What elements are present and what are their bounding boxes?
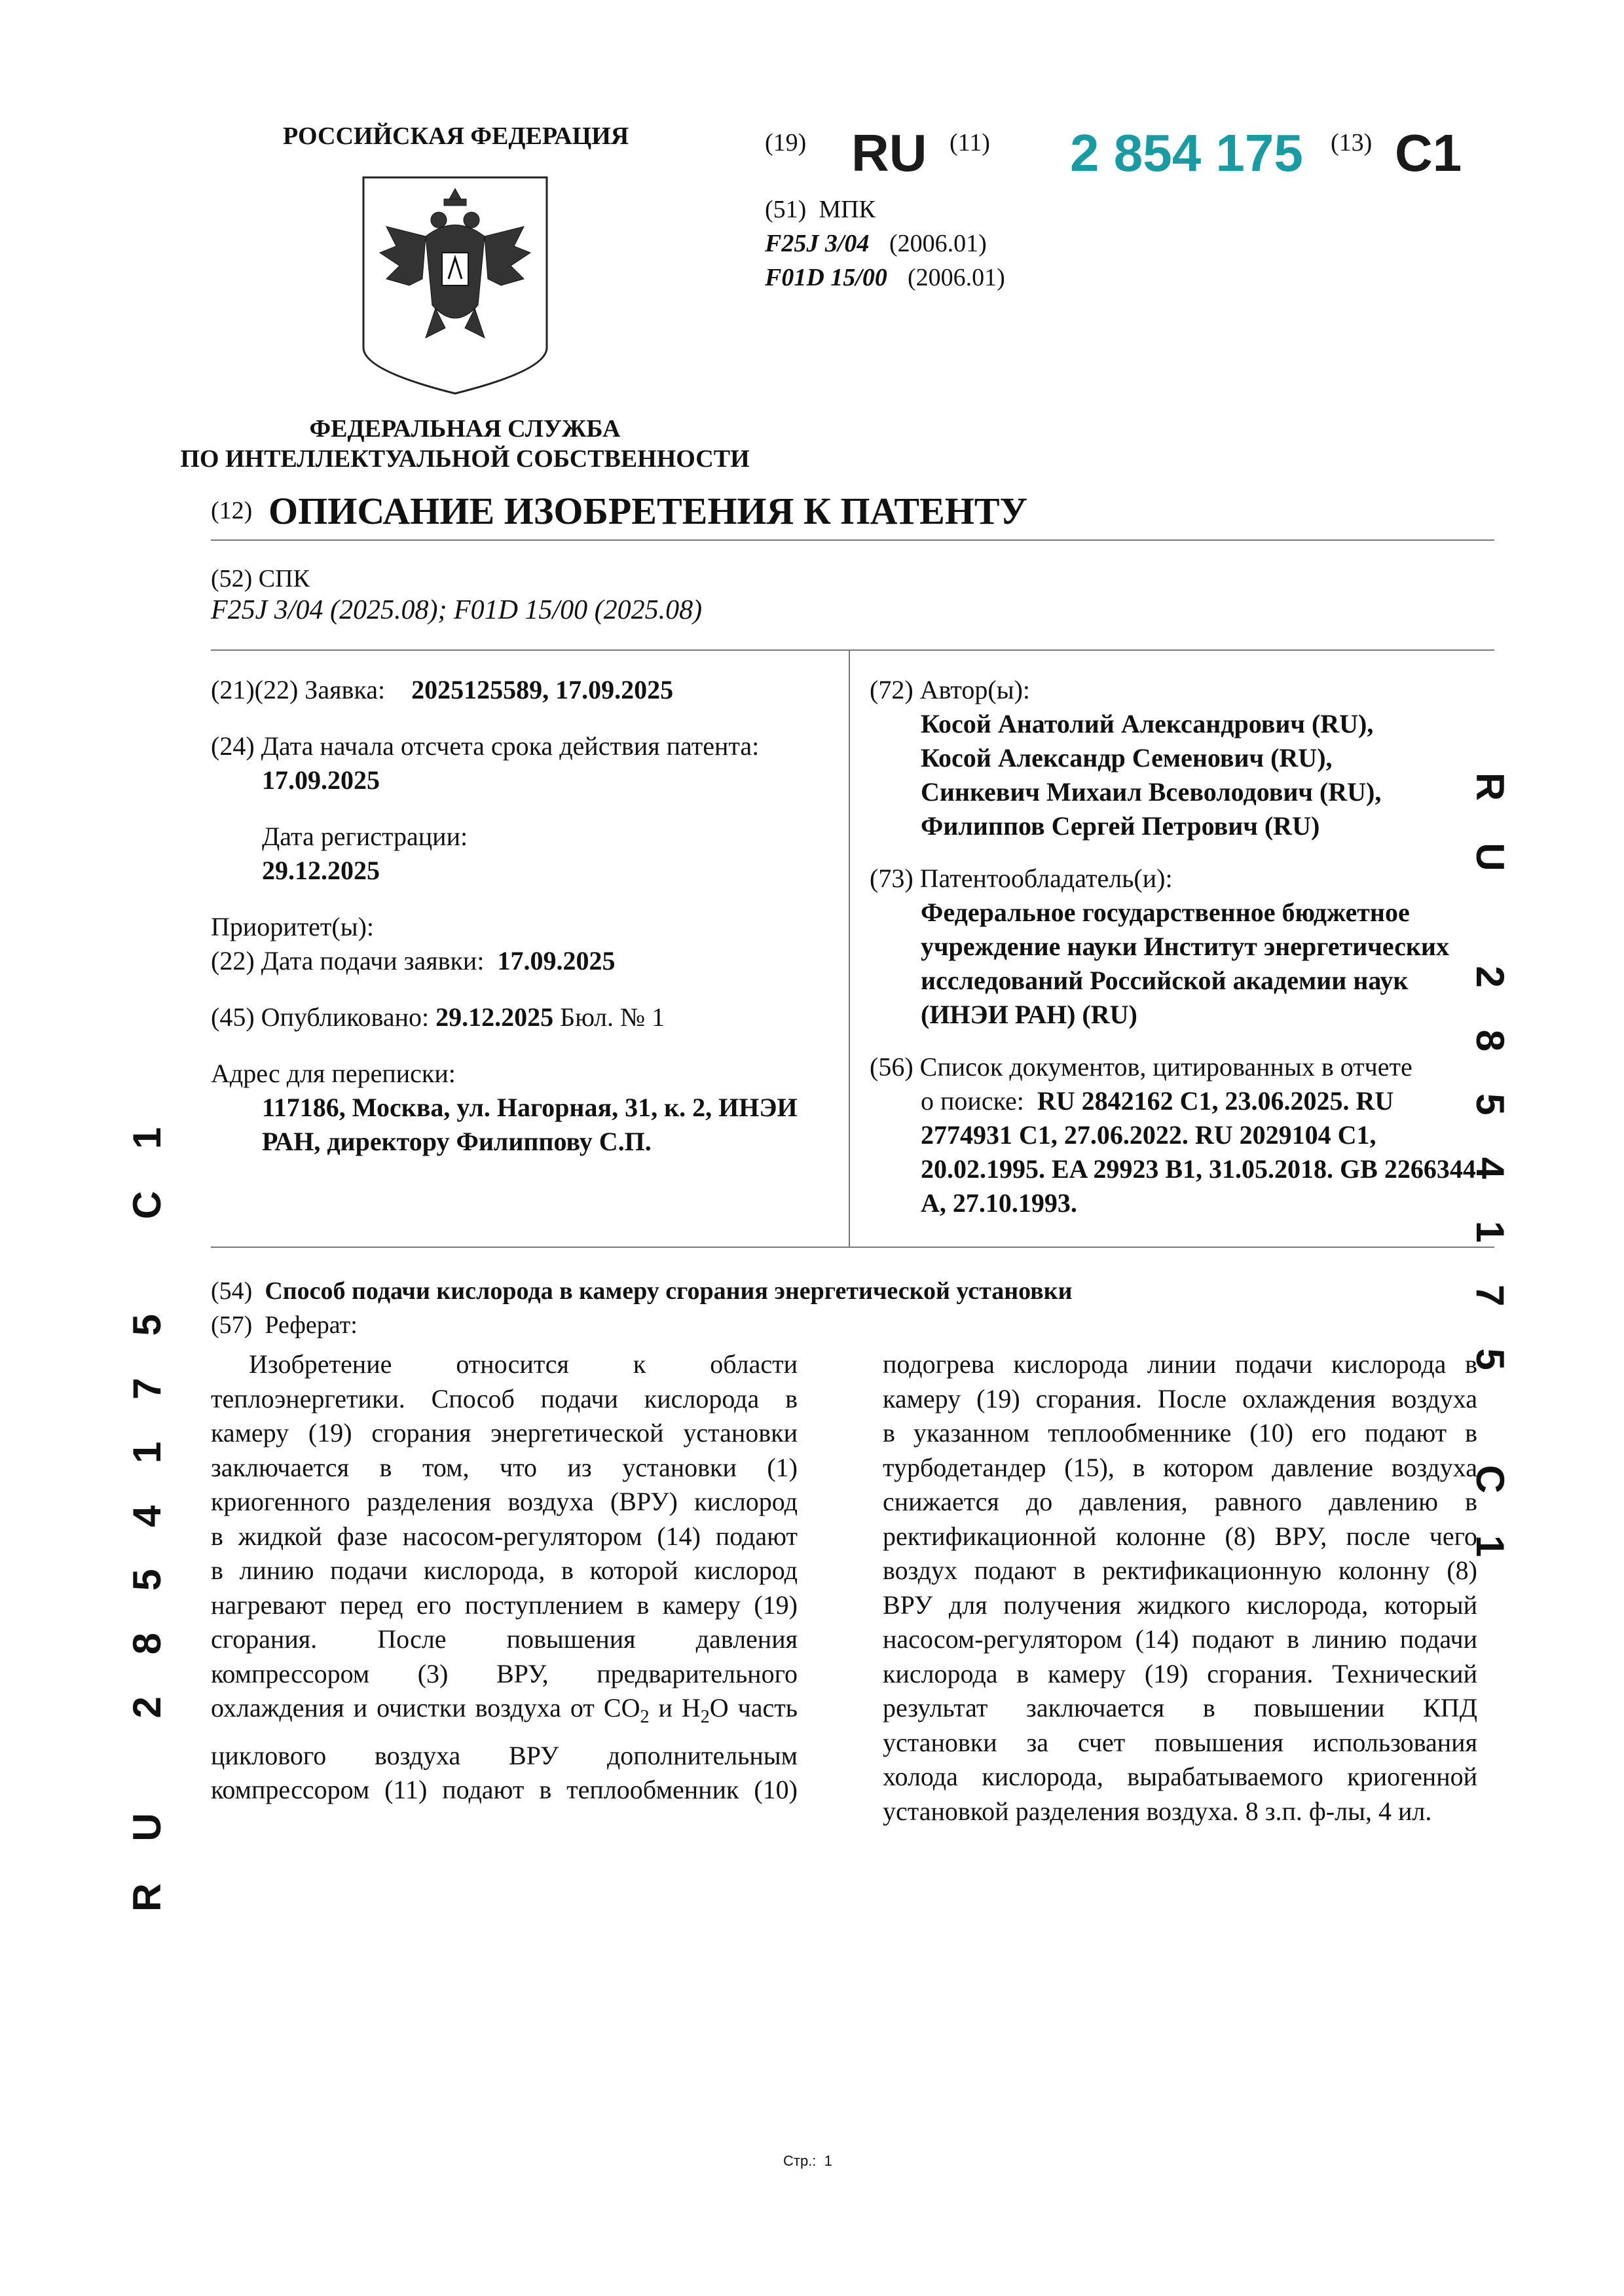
owner-line-4: (ИНЭИ РАН) (RU) bbox=[921, 1000, 1137, 1029]
abstract-right-line: турбодетандер (15), в котором давление воздуха bbox=[883, 1452, 1477, 1482]
invention-title: Способ подачи кислорода в камеру сгорания энергетической установки bbox=[265, 1277, 1073, 1305]
abstract-right-line: кислорода в камеру (19) сгорания. Технический bbox=[883, 1658, 1477, 1688]
invention-title-row bbox=[211, 1274, 1455, 1308]
kind-code: C1 bbox=[1395, 124, 1462, 182]
abstract-left-line: сгорания. После повышения давления bbox=[211, 1624, 798, 1654]
owner-line-3: исследований Российской академии наук bbox=[921, 966, 1409, 995]
document-title: ОПИСАНИЕ ИЗОБРЕТЕНИЯ К ПАТЕНТУ bbox=[268, 490, 1028, 532]
abstract-right-line: подогрева кислорода линии подачи кислорода в bbox=[883, 1349, 1477, 1379]
abstract-left-line: компрессором (11) подают в теплообменник (10) bbox=[211, 1775, 798, 1804]
cited-label-2: о поиске: bbox=[921, 1086, 1024, 1116]
owner-line-1: Федеральное государственное бюджетное bbox=[921, 898, 1410, 927]
cited-label-1: (56) Список документов, цитированных в отчете bbox=[870, 1052, 1412, 1082]
abstract-right-line: снижается до давления, равного давлению в bbox=[883, 1487, 1477, 1516]
application-value: 2025125589, 17.09.2025 bbox=[411, 675, 674, 704]
abstract-right-line: установки за счет повышения использования bbox=[883, 1727, 1477, 1757]
cpc-code: (52) СПК bbox=[211, 565, 310, 592]
abstract-label: Реферат: bbox=[265, 1311, 358, 1339]
column-divider bbox=[849, 651, 850, 1247]
inid-13: (13) bbox=[1331, 129, 1373, 156]
address-label: Адрес для переписки: bbox=[211, 1059, 456, 1088]
owner-label: (73) Патентообладатель(и): bbox=[870, 864, 1173, 893]
ipc-code: (51) bbox=[765, 196, 807, 223]
abstract-label-row bbox=[211, 1308, 358, 1342]
cited-line-3: 20.02.1995. EA 29923 B1, 31.05.2018. GB 2266344 bbox=[921, 1154, 1476, 1184]
chem-sub: 2 bbox=[640, 1707, 650, 1727]
agency-name bbox=[164, 414, 766, 474]
bulletin: Бюл. № 1 bbox=[560, 1002, 665, 1032]
abstract-left-line: циклового воздуха ВРУ дополнительным bbox=[211, 1740, 798, 1770]
inid-19: (19) bbox=[765, 129, 807, 156]
ipc-version-2: (2006.01) bbox=[908, 264, 1005, 291]
abstract-right-line: воздух подают в ректификационную колонну (8) bbox=[883, 1556, 1477, 1585]
divider-title bbox=[211, 539, 1494, 541]
abstract-right-line: ВРУ для получения жидкого кислорода, который bbox=[883, 1590, 1477, 1620]
chem-part: и H bbox=[649, 1693, 701, 1722]
right-biblio bbox=[870, 673, 1485, 1220]
abstract-left-line: в линию подачи кислорода, в которой кислород bbox=[211, 1556, 798, 1585]
published-value: 29.12.2025 bbox=[435, 1002, 554, 1032]
author-1: Косой Анатолий Александрович (RU), bbox=[921, 709, 1374, 738]
abstract-right-line: холода кислорода, вырабатываемого криогенной bbox=[883, 1762, 1477, 1791]
filing-value: 17.09.2025 bbox=[497, 946, 616, 975]
abstract-right-line: насосом-регулятором (14) подают в линию подачи bbox=[883, 1624, 1477, 1654]
abstract-right-line: ректификационной колонне (8) ВРУ, после чего bbox=[883, 1521, 1477, 1551]
author-3: Синкевич Михаил Всеволодович (RU), bbox=[921, 777, 1382, 807]
country-name: РОССИЙСКАЯ ФЕДЕРАЦИЯ bbox=[283, 122, 629, 150]
side-code-left: RU 2854175 C1 bbox=[125, 1085, 169, 1912]
authors-label: (72) Автор(ы): bbox=[870, 675, 1030, 704]
abstract-right-line: результат заключается в повышении КПД bbox=[883, 1693, 1477, 1722]
term-start-value: 17.09.2025 bbox=[262, 765, 380, 795]
application-label: (21)(22) Заявка: bbox=[211, 675, 386, 704]
abstract-right-line: камеру (19) сгорания. После охлаждения воздуха bbox=[883, 1383, 1477, 1413]
abstract-left bbox=[211, 1347, 798, 1808]
inid-54: (54) bbox=[211, 1277, 253, 1305]
page-number: 1 bbox=[824, 2153, 832, 2169]
term-start-label: (24) Дата начала отсчета срока действия патента: bbox=[211, 731, 760, 761]
ipc-class-2: F01D 15/00 bbox=[765, 264, 887, 291]
side-code-right: RU 2854175 C1 bbox=[1468, 773, 1512, 1599]
abstract-right-last-line: установкой разделения воздуха. 8 з.п. ф-лы, 4 ил. bbox=[883, 1796, 1432, 1826]
ipc-class-1: F25J 3/04 bbox=[765, 230, 870, 257]
chem-sub: 2 bbox=[700, 1707, 710, 1727]
abstract-left-chem-line bbox=[211, 1691, 798, 1735]
ipc-label: МПК bbox=[819, 196, 876, 223]
divider-biblio bbox=[211, 1247, 1494, 1248]
ipc-version-1: (2006.01) bbox=[889, 230, 987, 257]
title-code: (12) bbox=[211, 497, 253, 524]
author-2: Косой Александр Семенович (RU), bbox=[921, 743, 1333, 773]
registration-label: Дата регистрации: bbox=[262, 822, 468, 851]
abstract-right-line: в указанном теплообменнике (10) его подают в bbox=[883, 1418, 1477, 1448]
inid-57: (57) bbox=[211, 1311, 253, 1339]
abstract-left-line: в жидкой фазе насосом-регулятором (14) подают bbox=[211, 1521, 798, 1551]
priority-label: Приоритет(ы): bbox=[211, 912, 375, 941]
abstract-left-line: заключается в том, что из установки (1) bbox=[211, 1452, 798, 1482]
agency-line-2: ПО ИНТЕЛЛЕКТУАЛЬНОЙ СОБСТВЕННОСТИ bbox=[180, 445, 750, 473]
page-label: Стр.: bbox=[783, 2153, 817, 2169]
emblem-icon bbox=[360, 174, 550, 397]
office-code: RU bbox=[851, 124, 927, 182]
abstract-left-line: нагревают перед его поступлением в камеру (19) bbox=[211, 1590, 798, 1620]
abstract-right bbox=[883, 1347, 1477, 1829]
chem-part: O часть bbox=[709, 1693, 798, 1722]
divider-cpc bbox=[211, 649, 1494, 651]
abstract-left-line: камеру (19) сгорания энергетической установки bbox=[211, 1418, 798, 1448]
inid-11: (11) bbox=[950, 129, 990, 156]
published-label: (45) Опубликовано: bbox=[211, 1002, 430, 1032]
author-4: Филиппов Сергей Петрович (RU) bbox=[921, 811, 1320, 841]
agency-line-1: ФЕДЕРАЛЬНАЯ СЛУЖБА bbox=[309, 415, 621, 443]
chem-part: охлаждения и очистки воздуха от CO bbox=[211, 1693, 640, 1722]
address-line-1: 117186, Москва, ул. Нагорная, 31, к. 2, ИНЭИ bbox=[262, 1093, 798, 1122]
address-line-2: РАН, директору Филиппову С.П. bbox=[262, 1127, 652, 1156]
cited-line-4: A, 27.10.1993. bbox=[921, 1188, 1077, 1218]
cited-line-1: RU 2842162 C1, 23.06.2025. RU bbox=[1037, 1086, 1394, 1116]
filing-label: (22) Дата подачи заявки: bbox=[211, 946, 485, 975]
owner-line-2: учреждение науки Институт энергетических bbox=[921, 932, 1449, 961]
cited-line-2: 2774931 C1, 27.06.2022. RU 2029104 C1, bbox=[921, 1120, 1376, 1150]
left-biblio bbox=[211, 673, 833, 1159]
abstract-left-line: теплоэнергетики. Способ подачи кислорода в bbox=[211, 1383, 798, 1413]
abstract-left-line: компрессором (3) ВРУ, предварительного bbox=[211, 1658, 798, 1688]
patent-number: 2 854 175 bbox=[1070, 124, 1303, 182]
abstract-left-line: криогенного разделения воздуха (ВРУ) кислород bbox=[211, 1487, 798, 1516]
registration-value: 29.12.2025 bbox=[262, 856, 380, 885]
abstract-left-line: Изобретение относится к области bbox=[249, 1349, 798, 1379]
ipc-block bbox=[765, 192, 1005, 295]
cpc-text: F25J 3/04 (2025.08); F01D 15/00 (2025.08) bbox=[211, 595, 703, 625]
page-footer bbox=[783, 2153, 832, 2170]
